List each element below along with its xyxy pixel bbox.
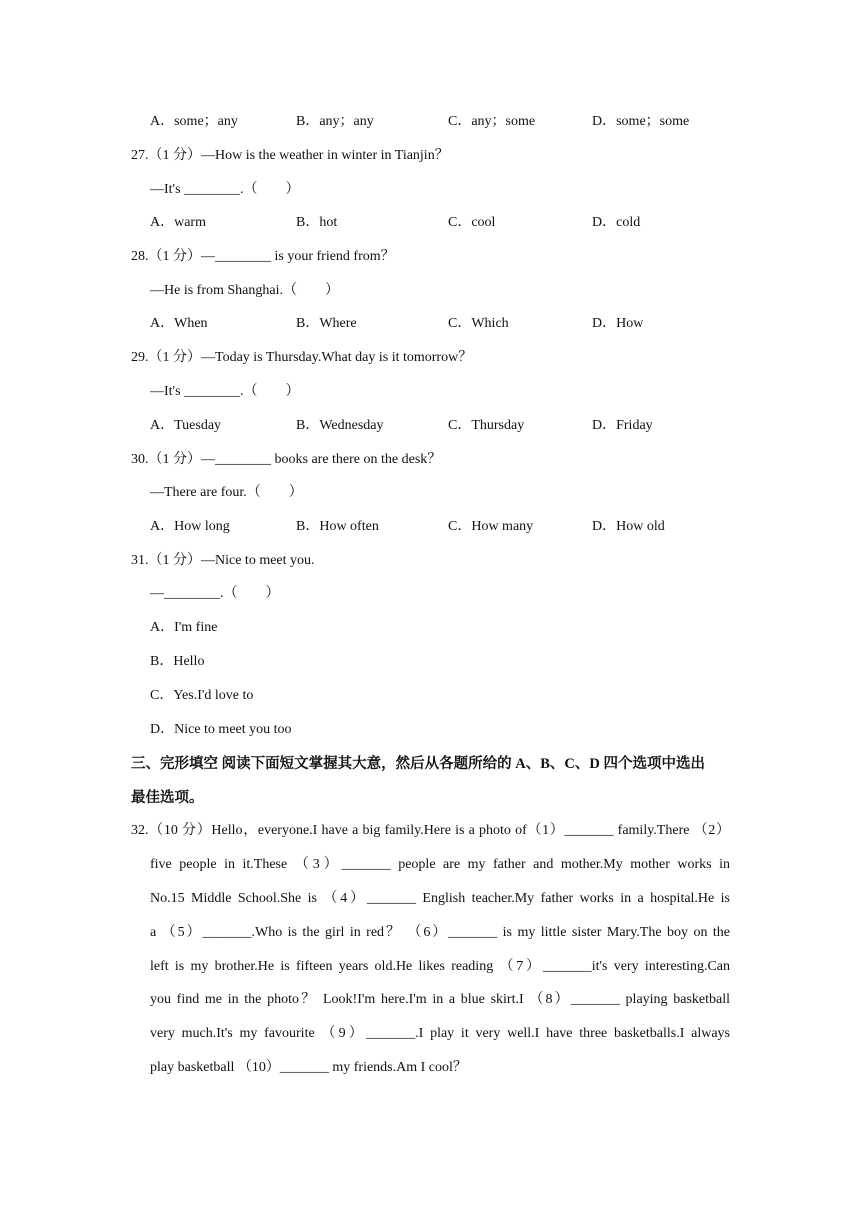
q32-passage-line: No.15 Middle School.She is （4）_______ English teacher.My father works in a hospital.He is: [150, 891, 730, 906]
q30-option-c[interactable]: C．How many: [448, 519, 534, 534]
q28-answer-line: —He is from Shanghai.（ ）: [150, 283, 339, 298]
q29-stem: 29.（1 分）—Today is Thursday.What day is it tomorrow？: [131, 350, 473, 365]
q30-option-d[interactable]: D．How old: [592, 519, 665, 534]
q27-option-b[interactable]: B．hot: [296, 215, 338, 230]
q30-option-a[interactable]: A．How long: [150, 519, 230, 534]
q30-stem: 30.（1 分）—________ books are there on the desk？: [131, 452, 442, 467]
q26-option-d[interactable]: D．some；some: [592, 114, 690, 129]
section-3-heading-cont: 最佳选项。: [131, 790, 204, 806]
q32-passage-line: you find me in the photo？ Look!I'm here.I'm in a blue skirt.I （8）_______ playing basketball: [150, 992, 730, 1007]
q31-option-b[interactable]: B．Hello: [150, 654, 205, 669]
q31-answer-line: —________.（ ）: [150, 586, 280, 601]
q27-option-a[interactable]: A．warm: [150, 215, 206, 230]
q26-option-c[interactable]: C．any；some: [448, 114, 536, 129]
q32-passage-line: a （5）_______.Who is the girl in red？ （6）_______ is my little sister Mary.The boy on the: [150, 925, 730, 940]
q31-stem: 31.（1 分）—Nice to meet you.: [131, 553, 315, 568]
q32-first-line: 32.（10 分）Hello，everyone.I have a big family.Here is a photo of（1）_______ family.There （2）: [131, 823, 730, 838]
q26-option-b[interactable]: B．any；any: [296, 114, 374, 129]
q27-stem: 27.（1 分）—How is the weather in winter in Tianjin？: [131, 148, 449, 163]
q28-option-d[interactable]: D．How: [592, 316, 644, 331]
q32-passage-line: five people in it.These （3）_______ people are my father and mother.My mother works in: [150, 857, 730, 872]
q29-option-a[interactable]: A．Tuesday: [150, 418, 222, 433]
q28-option-a[interactable]: A．When: [150, 316, 208, 331]
q28-option-b[interactable]: B．Where: [296, 316, 357, 331]
q28-option-c[interactable]: C．Which: [448, 316, 509, 331]
q32-passage-line-last: play basketball （10）_______ my friends.Am I cool？: [150, 1060, 467, 1075]
q32-passage-line: left is my brother.He is fifteen years old.He likes reading （7）_______it's very interesting.Can: [150, 959, 730, 974]
q32-passage-line: very much.It's my favourite （9）_______.I play it very well.I have three basketballs.I always: [150, 1026, 730, 1041]
q27-answer-line: —It's ________.（ ）: [150, 182, 300, 197]
q31-option-c[interactable]: C．Yes.I'd love to: [150, 688, 254, 703]
q26-option-a[interactable]: A．some；any: [150, 114, 238, 129]
q31-option-d[interactable]: D．Nice to meet you too: [150, 722, 292, 737]
q27-option-d[interactable]: D．cold: [592, 215, 641, 230]
q29-option-d[interactable]: D．Friday: [592, 418, 653, 433]
q29-option-c[interactable]: C．Thursday: [448, 418, 525, 433]
q30-answer-line: —There are four.（ ）: [150, 485, 303, 500]
q27-option-c[interactable]: C．cool: [448, 215, 496, 230]
q31-option-a[interactable]: A．I'm fine: [150, 620, 218, 635]
q30-option-b[interactable]: B．How often: [296, 519, 379, 534]
section-3-heading: 三、完形填空 阅读下面短文掌握其大意，然后从各题所给的 A、B、C、D 四个选项中选出: [131, 756, 705, 772]
q29-answer-line: —It's ________.（ ）: [150, 384, 300, 399]
q29-option-b[interactable]: B．Wednesday: [296, 418, 384, 433]
q28-stem: 28.（1 分）—________ is your friend from？: [131, 249, 395, 264]
